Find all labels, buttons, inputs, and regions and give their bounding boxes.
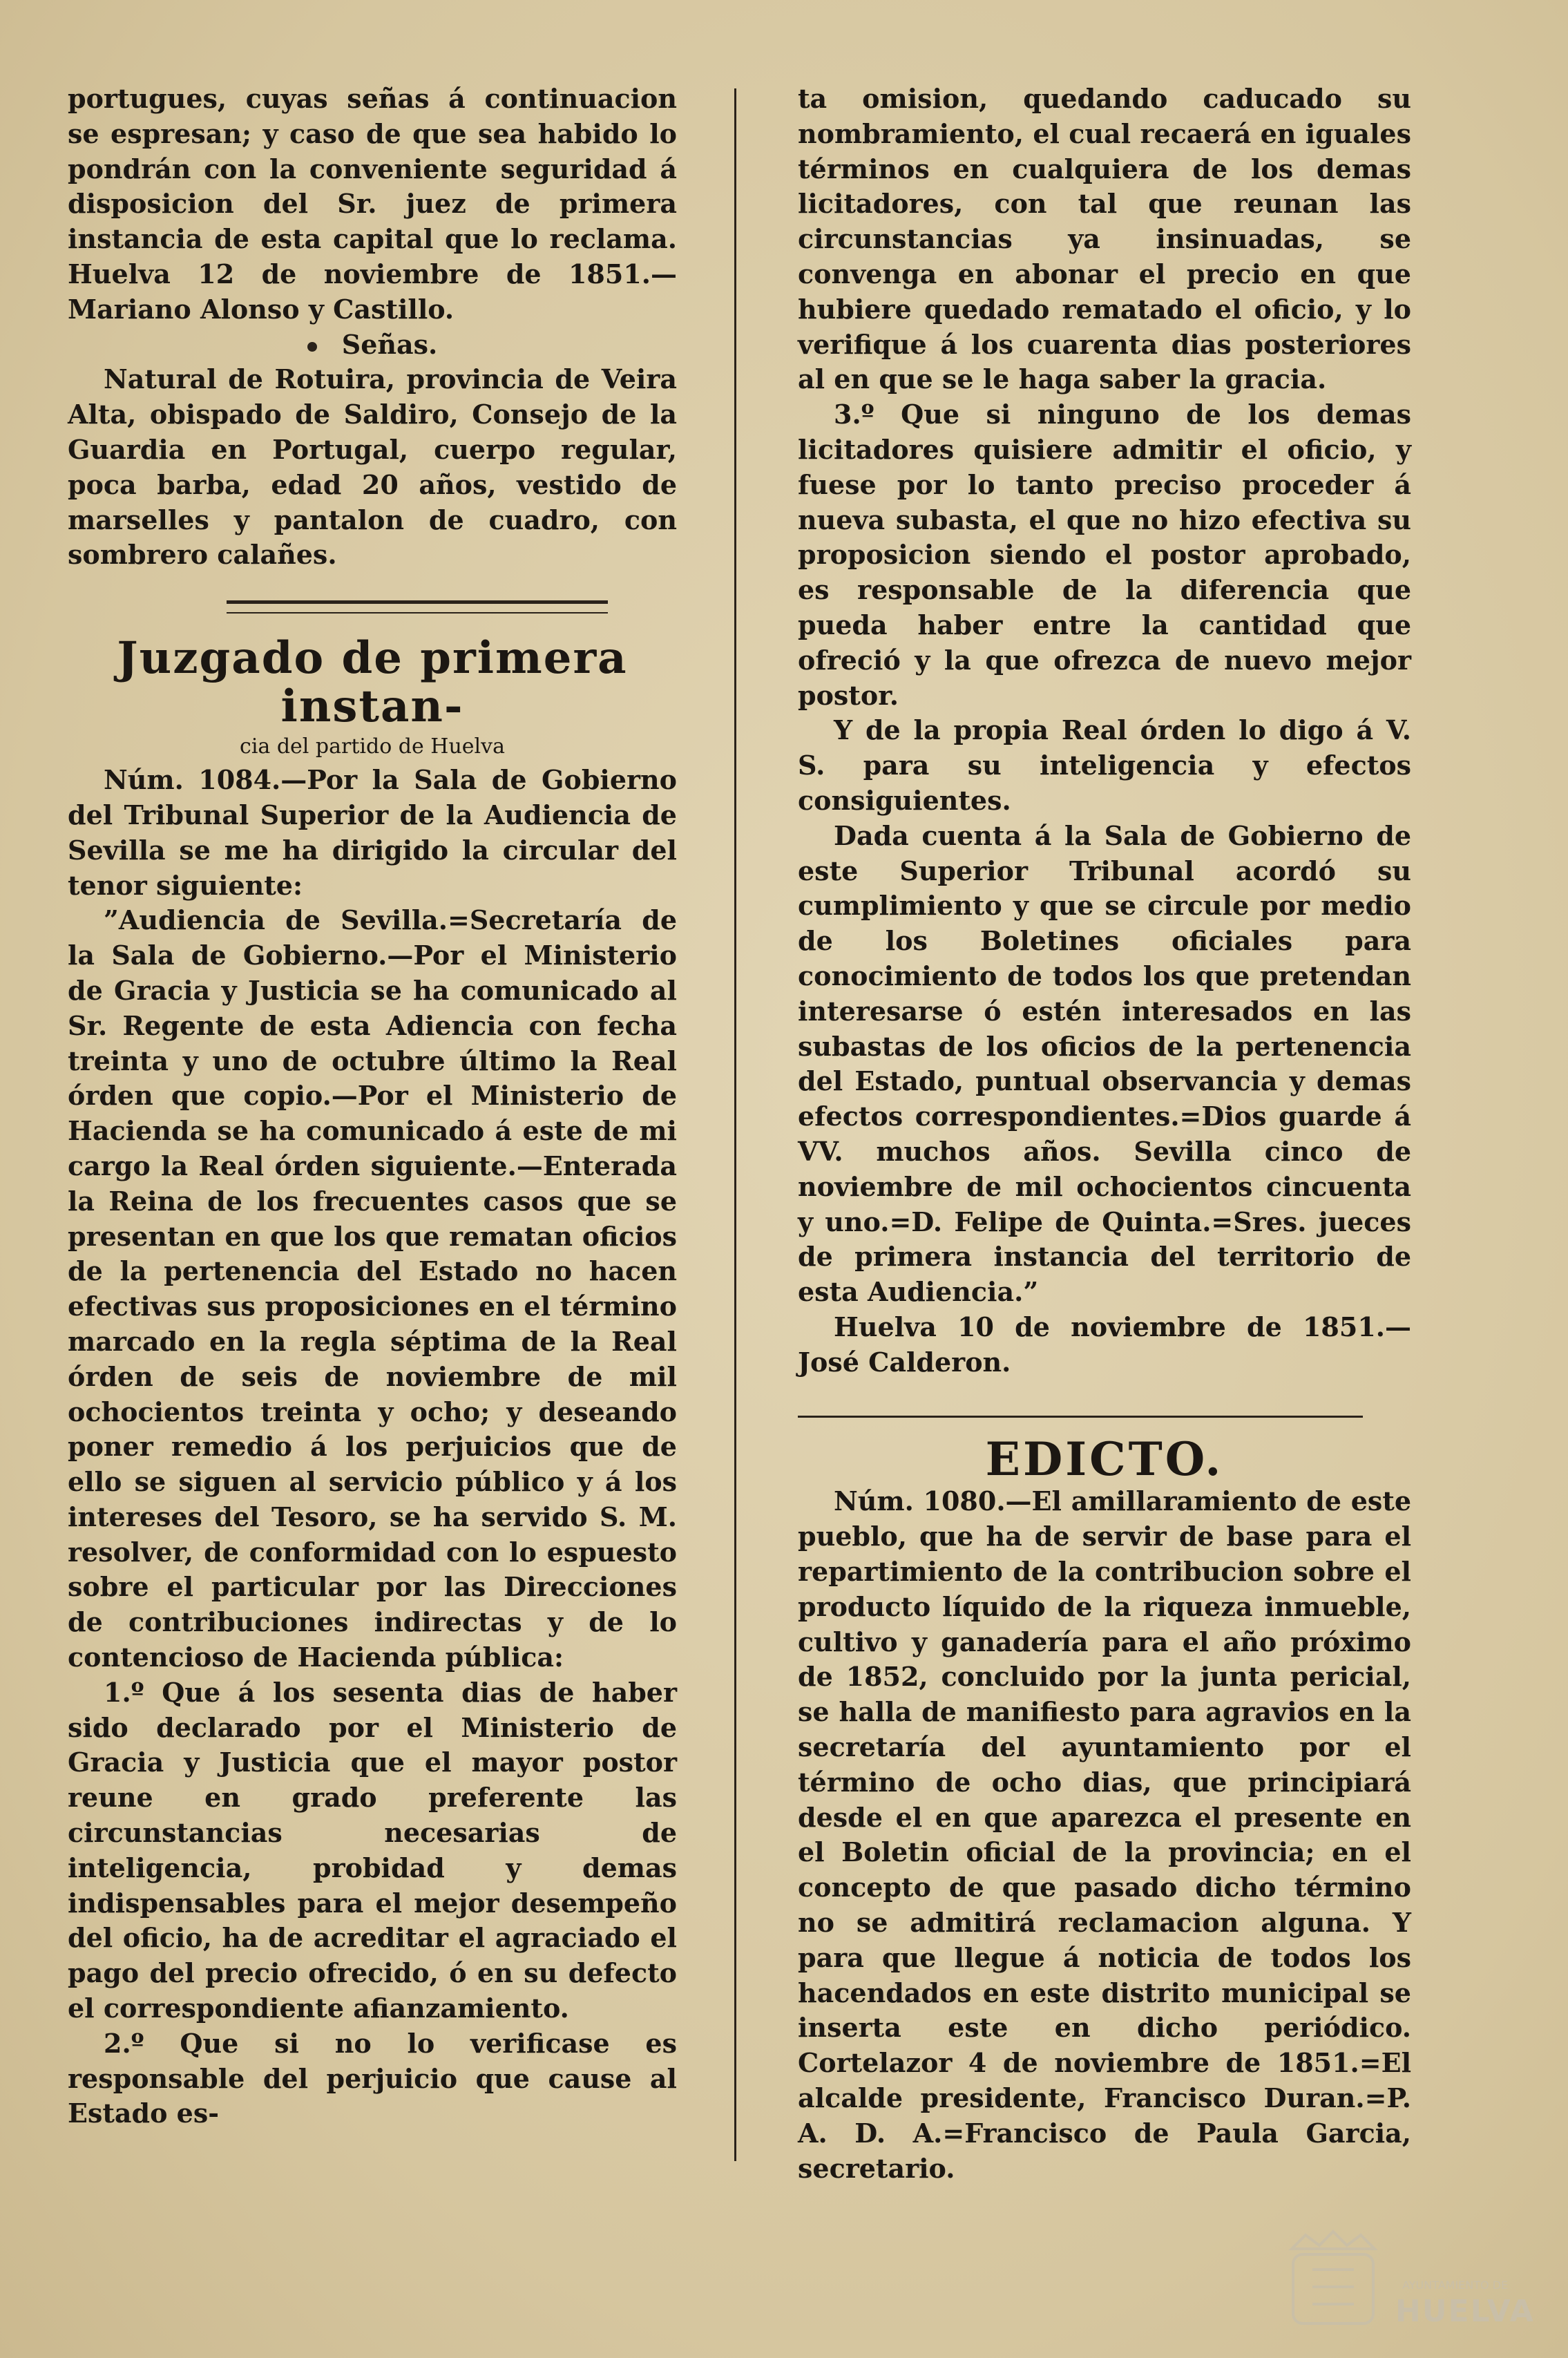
section-heading: Juzgado de primera instan- [117, 632, 628, 733]
sala-gobierno-text: Dada cuenta á la Sala de Gobierno de este Superior Tribunal acordó su cumplimiento y que se circule por medio de los Boletines oficiales para conocimiento de todos los que pretendan interesarse ó estén interesados en las subastas de los oficios de la pertenencia del Estado, puntual observancia y demas efectos correspondientes.=Dios guarde á VV. muchos años. Sevilla cinco de noviembre de mil ochocientos cincuenta y uno.=D. Felipe de Quinta.=Sres. jueces de primera instancia del territorio de esta Audiencia.” [798, 819, 1411, 1308]
left-column [68, 82, 677, 2131]
senas-description: Natural de Rotuira, provincia de Veira Alta, obispado de Saldiro, Consejo de la Guardia en Portugal, cuerpo regular, poca barba, edad 20 años, vestido de marselles y pantalon de cuadro, con sombrero calañes. [68, 363, 677, 571]
watermark-text: HUELVA [1395, 2294, 1535, 2329]
article-2-start: 2.º Que si no lo verificase es responsable del perjuicio que cause al Estado es- [68, 2027, 677, 2129]
royal-order-closing: Y de la propia Real órden lo digo á V. S. para su inteligencia y efectos consiguientes. [798, 714, 1411, 816]
senas-title: Señas. [341, 328, 438, 360]
column-rule [734, 88, 736, 2161]
section-subheading: cia del partido de Huelva [240, 734, 505, 759]
circular-body: ”Audiencia de Sevilla.=Secretaría de la Sala de Gobierno.—Por el Ministerio de Gracia y Justicia se ha comunicado al Sr. Regente de esta Adiencia con fecha treinta y uno de octubre último la Real órden que copio.—Por el Ministerio de Hacienda se ha comunicado á este de mi cargo la Real órden siguiente.—Enterada la Reina de los frecuentes casos que se presentan en que los que rematan oficios de la pertenencia del Estado no hacen efectivas sus proposiciones en el término marcado en la regla séptima de la Real órden de seis de noviembre de mil ochocientos treinta y ocho; y deseando poner remedio á los perjuicios que de ello se siguen al servicio público y á los intereses del Tesoro, se ha servido S. M. resolver, de conformidad con lo espuesto sobre el particular por las Direcciones de contribuciones indirectas y de lo contencioso de Hacienda pública: [68, 904, 677, 1673]
fugitive-notice-text: portugues, cuyas señas á continuacion se espresan; y caso de que sea habido lo pondrán con la conveniente seguridad á disposicion del Sr. juez de primera instancia de esta capital que lo reclama. Huelva 12 de noviembre de 1851.—Mariano Alonso y Castillo. [68, 83, 677, 325]
section-divider [227, 600, 608, 614]
article-2-continued: ta omision, quedando caducado su nombramiento, el cual recaerá en iguales términos en cualquiera de los demas licitadores, con tal que reunan las circunstancias ya insinuadas, se convenga en abonar el precio en que hubiere quedado rematado el oficio, y lo verifique á los cuarenta dias posteriores al en que se le haga saber la gracia. [798, 83, 1411, 395]
section-divider-2 [798, 1416, 1363, 1418]
edicto-body: Núm. 1080.—El amillaramiento de este pueblo, que ha de servir de base para el repartimiento de la contribucion sobre el producto líquido de la riqueza inmueble, cultivo y ganadería para el año próximo de 1852, concluido por la junta pericial, se halla de manifiesto para agravios en la secretaría del ayuntamiento por el término de ocho dias, que principiará desde el en que aparezca el presente en el Boletin oficial de la provincia; en el concepto de que pasado dicho término no se admitirá reclamacion alguna. Y para que llegue á noticia de todos los hacendados en este distrito municipal se inserta este en dicho periódico. Cortelazor 4 de noviembre de 1851.=El alcalde presidente, Francisco Duran.=P. A. D. A.=Francisco de Paula Garcia, secretario. [798, 1485, 1411, 2184]
right-column [798, 82, 1411, 2186]
watermark-small-text: AYUNTAMIENTO DE [1402, 2279, 1509, 2292]
article-3: 3.º Que si ninguno de los demas licitadores quisiere admitir el oficio, y fuese por lo tanto preciso proceder á nueva subasta, el que no hizo efectiva su proposicion siendo el postor aprobado, es responsable de la diferencia que pueda haber entre la cantidad que ofreció y la que ofrezca de nuevo mejor postor. [798, 399, 1411, 711]
bullet-icon [307, 342, 317, 352]
circular-intro: Núm. 1084.—Por la Sala de Gobierno del Tribunal Superior de la Audiencia de Sevilla se me ha dirigido la circular del tenor siguiente: [68, 764, 677, 901]
edicto-heading: EDICTO. [985, 1432, 1224, 1487]
signature-huelva: Huelva 10 de noviembre de 1851.—José Calderon. [798, 1311, 1411, 1378]
senas-heading [68, 327, 677, 363]
article-1: 1.º Que á los sesenta dias de haber sido declarado por el Ministerio de Gracia y Justicia que el mayor postor reune en grado preferente las circunstancias necesarias de inteligencia, probidad y demas indispensables para el mejor desempeño del oficio, ha de acreditar el agraciado el pago del precio ofrecido, ó en su defecto el correspondiente afianzamiento. [68, 1676, 677, 2024]
